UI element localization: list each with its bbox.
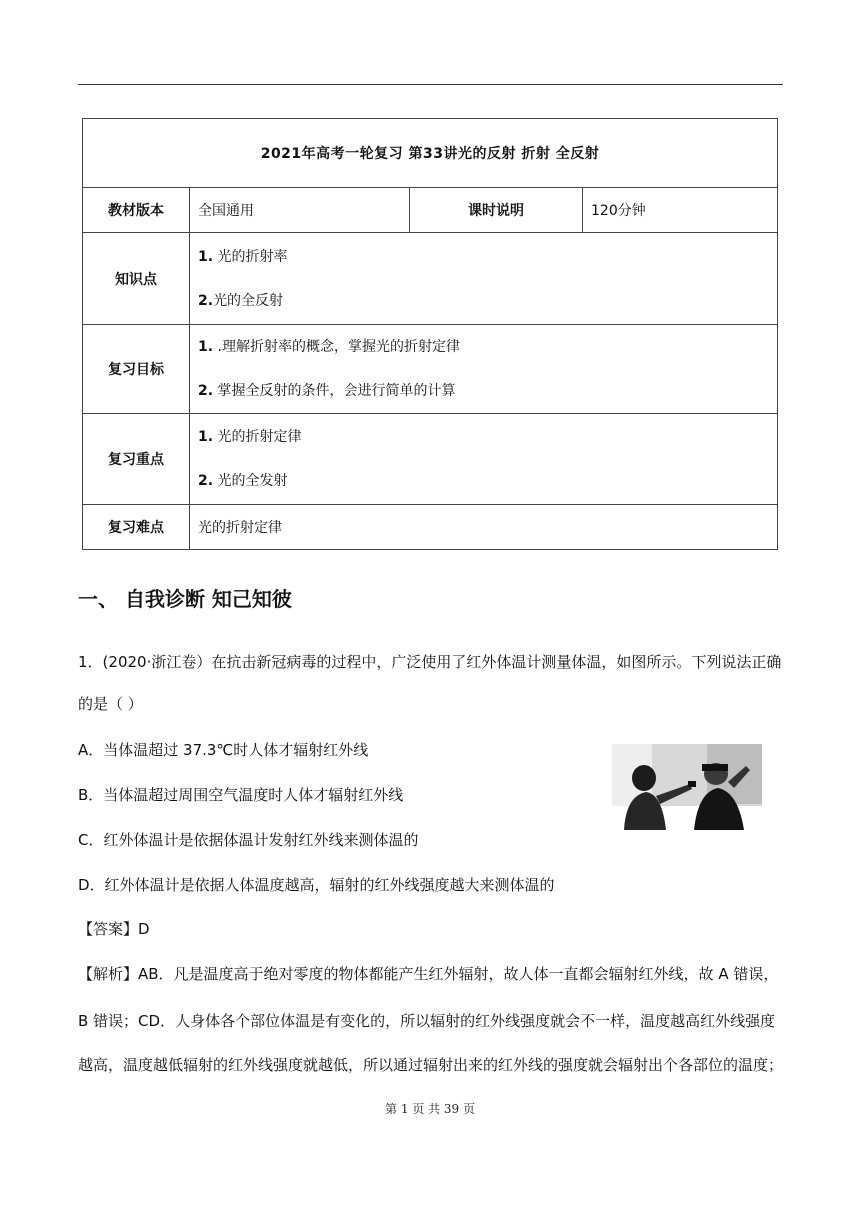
list-item: 2. 掌握全反射的条件，会进行简单的计算: [198, 383, 456, 399]
course-info-table: [82, 118, 778, 550]
edition-label: 教材版本: [83, 188, 190, 233]
knowledge-label: 知识点: [83, 233, 190, 325]
knowledge-list: [190, 233, 778, 325]
section-heading: 一、 自我诊断 知己知彼: [78, 587, 292, 611]
document-title: 2021年高考一轮复习 第33讲光的反射 折射 全反射: [83, 119, 778, 188]
answer: 【答案】D: [78, 920, 150, 938]
page-footer: 第 1 页 共 39 页: [385, 1102, 475, 1116]
difficulty-value: 光的折射定律: [190, 505, 778, 550]
edition-value: 全国通用: [190, 188, 410, 233]
option-b: B．当体温超过周围空气温度时人体才辐射红外线: [78, 786, 404, 804]
option-d: D．红外体温计是依据人体温度越高，辐射的红外线强度越大来测体温的: [78, 876, 555, 894]
question-stem-line: 的是（ ）: [78, 695, 143, 713]
option-a: A．当体温超过 37.3℃时人体才辐射红外线: [78, 741, 369, 759]
goals-label: 复习目标: [83, 325, 190, 414]
analysis-line: B 错误；CD．人身体各个部位体温是有变化的，所以辐射的红外线强度就会不一样，温度越高红外线强度: [78, 1012, 776, 1030]
goals-list: [190, 325, 778, 414]
list-item: 2.光的全反射: [198, 292, 284, 309]
focus-label: 复习重点: [83, 414, 190, 505]
analysis-line: 越高，温度越低辐射的红外线强度就越低，所以通过辐射出来的红外线的强度就会辐射出个各部位的温度；: [78, 1056, 784, 1074]
difficulty-label: 复习难点: [83, 505, 190, 550]
infrared-thermometer-photo: [612, 744, 762, 830]
header-rule: [78, 84, 783, 85]
list-item: 1. 光的折射定律: [198, 429, 302, 445]
list-item: 1. .理解折射率的概念，掌握光的折射定律: [198, 339, 460, 355]
list-item: 1. 光的折射率: [198, 248, 288, 265]
duration-label: 课时说明: [410, 188, 583, 233]
list-item: 2. 光的全发射: [198, 473, 288, 489]
analysis-line: 【解析】AB．凡是温度高于绝对零度的物体都能产生红外辐射，故人体一直都会辐射红外线，故 A 错误，: [78, 965, 779, 983]
focus-list: [190, 414, 778, 505]
option-c: C．红外体温计是依据体温计发射红外线来测体温的: [78, 831, 419, 849]
duration-value: 120分钟: [583, 188, 778, 233]
question-stem-line: 1．(2020·浙江卷）在抗击新冠病毒的过程中，广泛使用了红外体温计测量体温，如图所示。下列说法正确: [78, 653, 782, 671]
